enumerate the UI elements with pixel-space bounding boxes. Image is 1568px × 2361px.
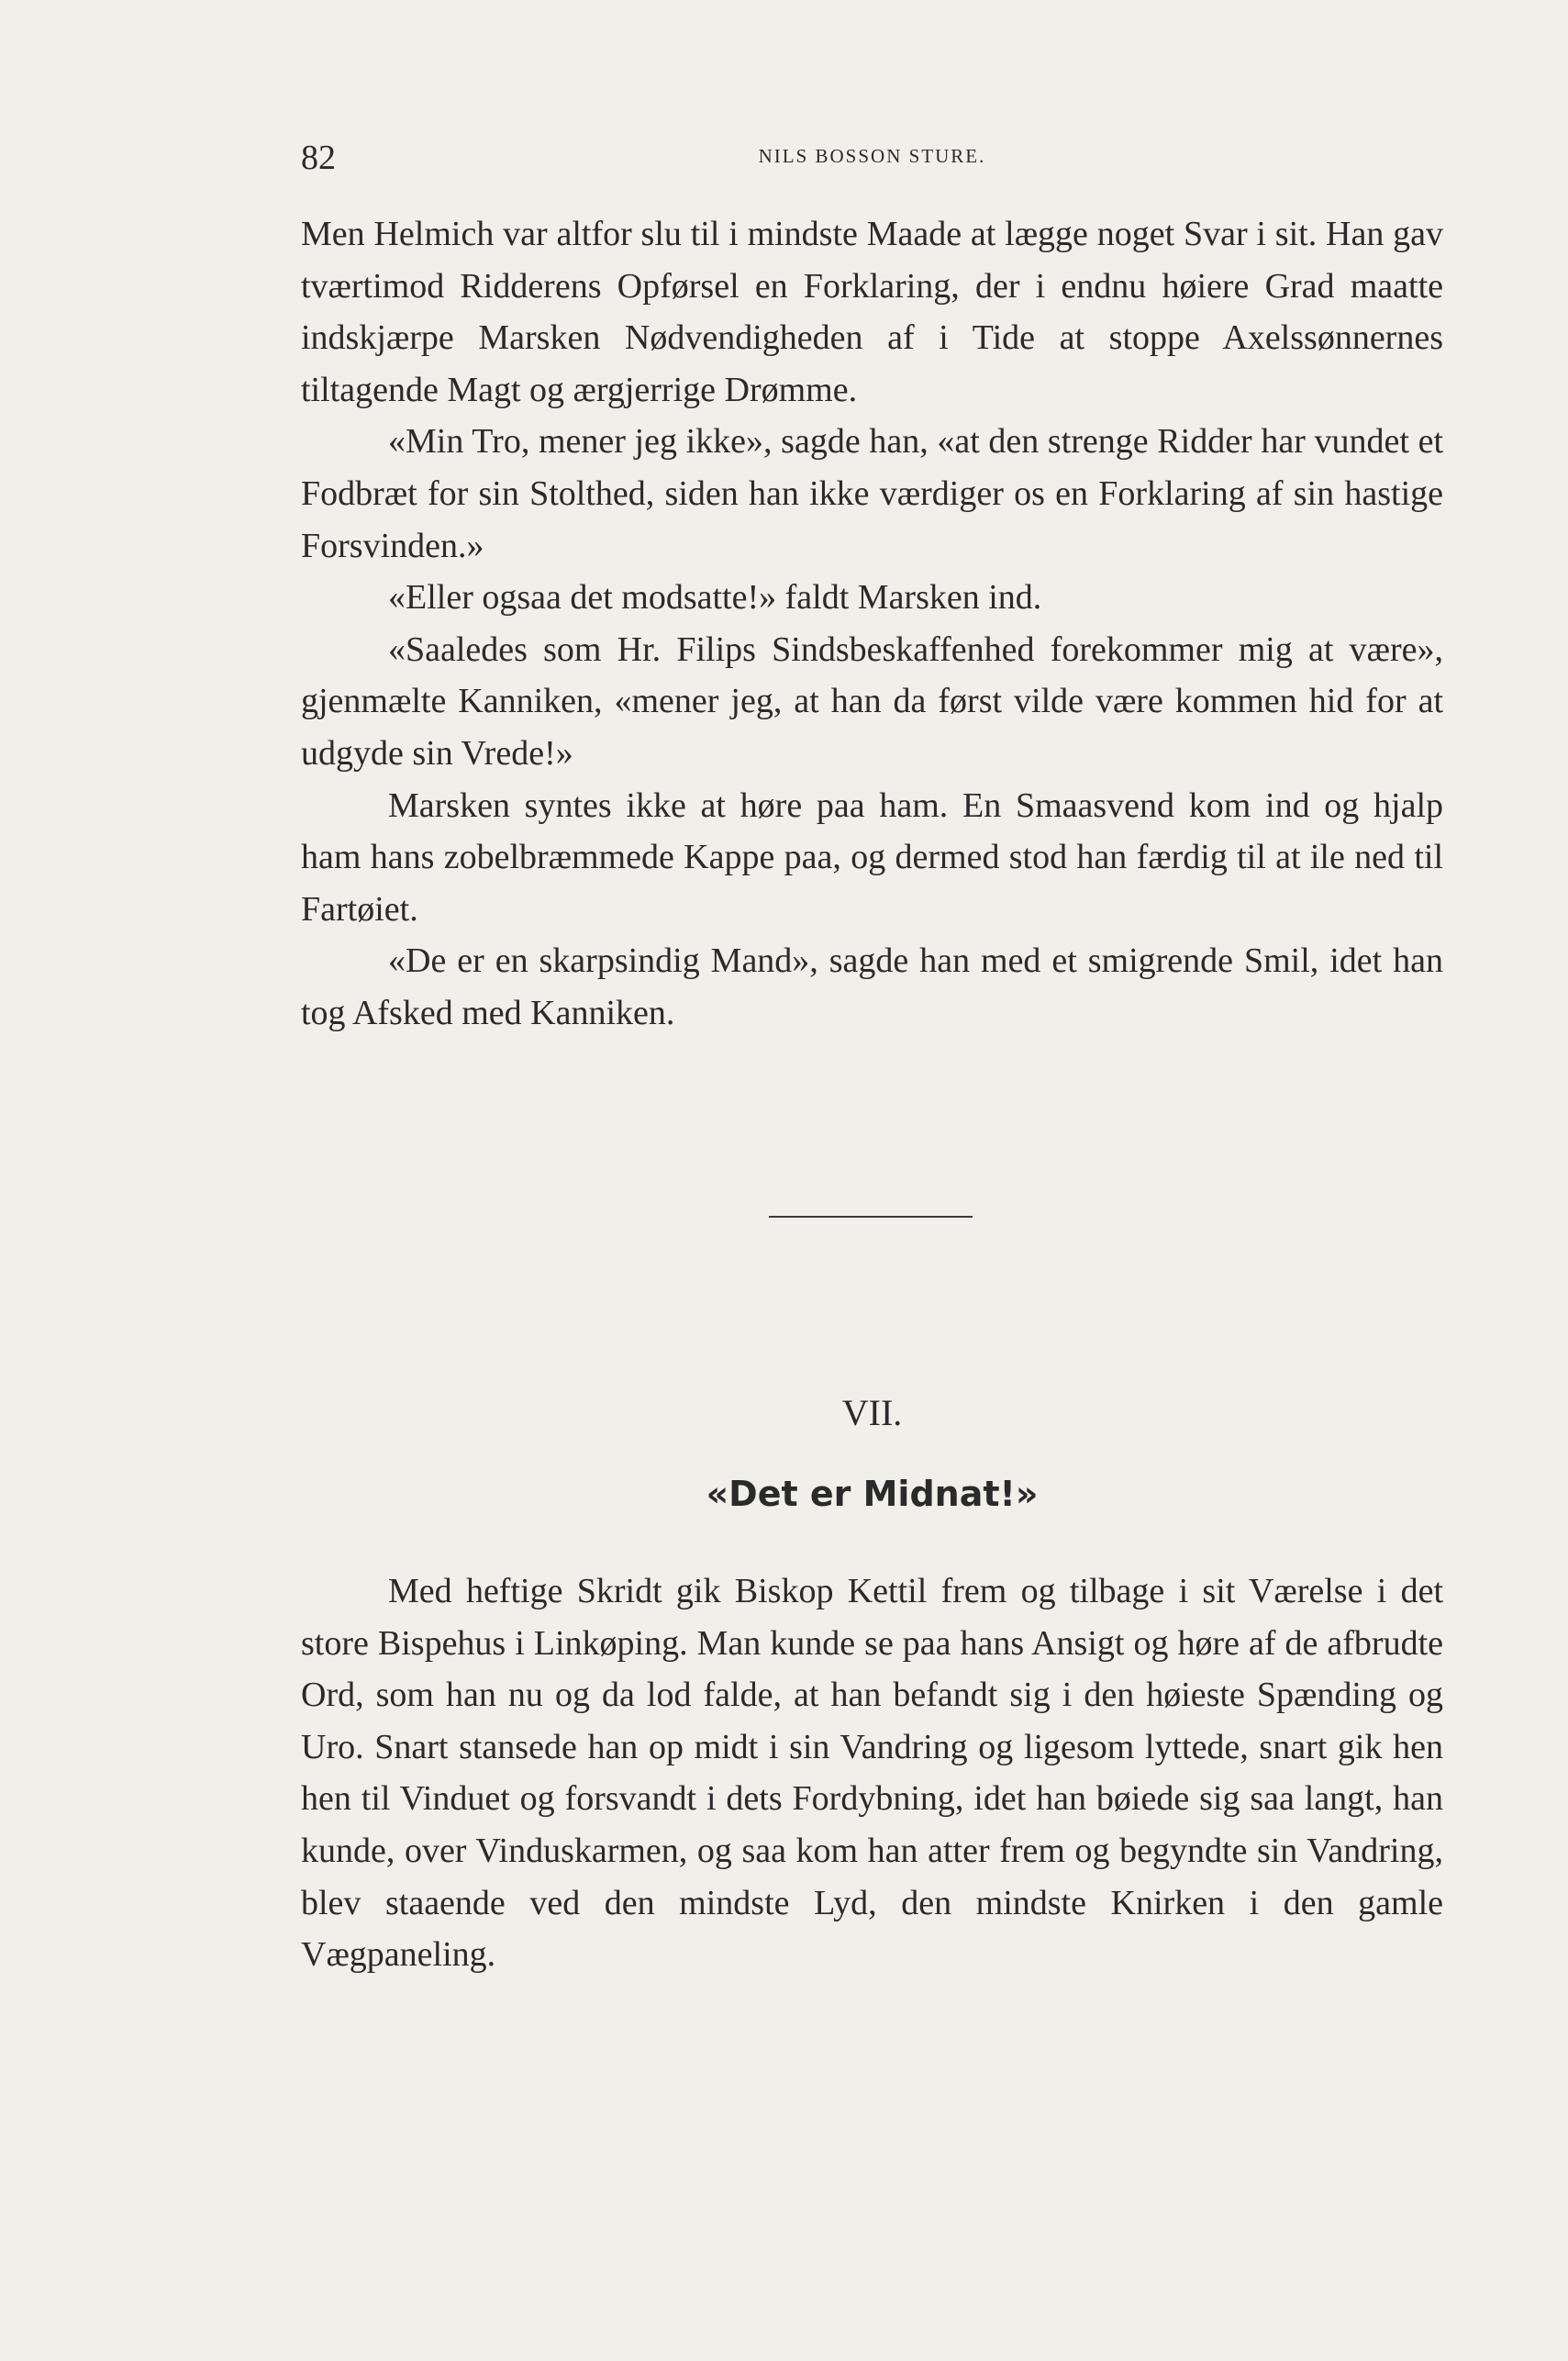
page-header — [301, 138, 1443, 184]
text-section-1 — [301, 208, 1443, 1040]
section-divider — [769, 1216, 973, 1218]
page-number: 82 — [301, 139, 336, 177]
paragraph: Med heftige Skridt gik Biskop Kettil frem og tilbage i sit Værelse i det store Bispehus i Linkøping. Man kunde se paa hans Ansigt og høre af de afbrudte Ord, som han nu og da lod falde, at han befandt sig i den høieste Spænding og Uro. Snart stansede han op midt i sin Vandring og ligesom lyttede, snart gik hen hen til Vinduet og forsvandt i dets Fordybning, idet han bøiede sig saa langt, han kunde, over Vinduskarmen, og saa kom han atter frem og begyndte sin Vandring, blev staaende ved den mindste Lyd, den mindste Knirken i den gamle Vægpaneling. — [301, 1572, 1443, 1975]
paragraph: «Eller ogsaa det modsatte!» faldt Marsken ind. — [388, 578, 1042, 618]
paragraph: «Saaledes som Hr. Filips Sindsbeskaffenhed forekommer mig at være», gjenmælte Kanniken, «mener jeg, at han da først vilde være kommen hid for at udgyde sin Vrede!» — [301, 629, 1443, 773]
paragraph: Marsken syntes ikke at høre paa ham. En Smaasvend kom ind og hjalp ham hans zobelbræmmede Kappe paa, og dermed stod han færdig til at ile ned til Fartøiet. — [301, 785, 1443, 929]
running-head: NILS BOSSON STURE. — [758, 145, 986, 167]
paragraph: «Min Tro, mener jeg ikke», sagde han, «at den strenge Ridder har vundet et Fodbræt for sin Stolthed, siden han ikke værdiger os en Forklaring af sin hastige Forsvinden.» — [301, 422, 1443, 565]
text-section-2 — [301, 1565, 1443, 1981]
paragraph: Men Helmich var altfor slu til i mindste Maade at lægge noget Svar i sit. Han gav tværtimod Ridderens Opførsel en Forklaring, der i endnu høiere Grad maatte indskjærpe Marsken Nødvendigheden af i Tide at stoppe Axelssønnernes tiltagende Magt og ærgjerrige Drømme. — [301, 215, 1443, 409]
paragraph: «De er en skarpsindig Mand», sagde han med et smigrende Smil, idet han tog Afsked med Kanniken. — [301, 941, 1443, 1032]
chapter-number: VII. — [841, 1392, 903, 1433]
chapter-title: «Det er Midnat!» — [706, 1474, 1039, 1514]
